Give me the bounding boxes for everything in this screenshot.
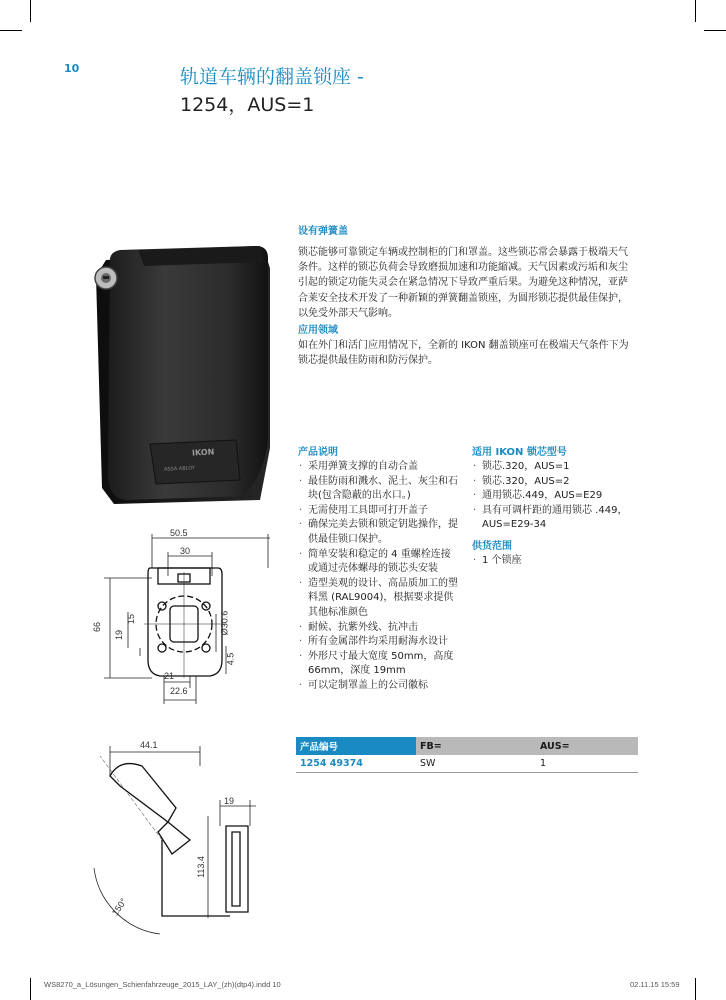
table-header-aus: AUS= [536, 737, 638, 755]
application-heading: 应用领域 [298, 325, 338, 336]
footer-file: WS8270_a_Lösungen_Schienfahrzeuge_2015_LAY_(zh)(dtp4).indd 10 [44, 980, 281, 989]
dim-angle: 150° [109, 896, 129, 918]
delivery-heading: 供货范围 [472, 541, 512, 552]
page-subtitle: 1254，AUS=1 [180, 94, 315, 116]
intro-text: 锁芯能够可靠锁定车辆或控制柜的门和罩盖。这些锁芯常会暴露于极端天气条件。这样的锁芯负荷会导致磨损加速和功能縮减。天气因素或污垢和灰尘引起的锁定功能失灵会在紧急情况下导致严重后果。为避免这种情况，亚萨合莱安全技术开发了一种新颖的弹簧翻盖锁座，为圆形锁芯提供最佳保护，以免受外部天气影响。 [298, 247, 628, 319]
dim-113-4: 113.4 [195, 856, 206, 878]
delivery-list [472, 554, 632, 569]
table-cell-code: 1254 49374 [296, 755, 416, 773]
lock-types-list [472, 460, 632, 533]
list-item: · 确保完美去锁和锁定钥匙操作，提供最佳锁口保护。 [298, 518, 460, 547]
list-item: · 耐候、抗紫外线、抗冲击 [298, 621, 460, 636]
application-text: 如在外门和活门应用情况下，全新的 IKON 翻盖锁座可在极端天气条件下为锁芯提供最佳防雨和防污保护。 [298, 340, 629, 367]
table-cell-aus: 1 [536, 755, 638, 773]
crop-mark [30, 0, 31, 22]
dim-21: 21 [164, 671, 175, 681]
dim-width: 50.5 [170, 528, 188, 538]
crop-mark [30, 978, 31, 1000]
list-item: · 外形尺寸最大宽度 50mm，高度 66mm，深度 19mm [298, 650, 460, 679]
dim-4-5: 4.5 [225, 652, 236, 666]
list-item: · 锁芯.320，AUS=1 [472, 460, 632, 475]
front-dimension-drawing [80, 528, 270, 708]
footer-date: 02.11.15 15:59 [630, 980, 680, 989]
table-row [296, 755, 638, 773]
list-item: · 具有可调杆距的通用锁芯 .449，AUS=E29-34 [472, 504, 632, 533]
dim-19-side: 19 [224, 796, 235, 806]
list-item: · 采用弹簧支撑的自动合盖 [298, 460, 460, 475]
dim-15: 15 [126, 613, 137, 625]
dim-22-6: 22.6 [170, 686, 188, 696]
page-title: 轨道车辆的翻盖锁座 - [180, 66, 364, 88]
crop-mark [695, 978, 696, 1000]
dim-44-1: 44.1 [140, 740, 158, 750]
product-table [296, 737, 638, 773]
crop-mark [695, 0, 696, 22]
dim-height: 66 [92, 621, 103, 633]
list-item: · 1 个锁座 [472, 554, 632, 569]
dim-19: 19 [114, 629, 125, 641]
product-logo: IKON [191, 447, 215, 458]
list-item: · 简单安装和稳定的 4 重螺栓连接或通过壳体螺母的锁芯头安装 [298, 548, 460, 577]
dim-inner-width: 30 [180, 546, 191, 556]
crop-mark [704, 30, 726, 31]
page-number: 10 [64, 62, 80, 75]
list-item: · 锁芯.320，AUS=2 [472, 475, 632, 490]
side-dimension-drawing [80, 736, 260, 936]
product-desc-list [298, 460, 460, 694]
product-desc-heading: 产品说明 [298, 447, 338, 458]
list-item: · 通用锁芯.449，AUS=E29 [472, 489, 632, 504]
product-photo [84, 238, 276, 506]
table-header-fb: FB= [416, 737, 536, 755]
list-item: · 所有金属部件均采用耐海水设计 [298, 635, 460, 650]
crop-mark [0, 30, 22, 31]
table-cell-fb: SW [416, 755, 536, 773]
list-item: · 可以定制罩盖上的公司徽标 [298, 679, 460, 694]
list-item: · 造型美观的设计、高品质加工的塑料黑 (RAL9004)，根据要求提供其他标准颜色 [298, 577, 460, 621]
intro-heading: 设有弹簧盖 [298, 226, 348, 237]
product-logo-sublabel: ASSA ABLOY [163, 465, 196, 473]
lock-types-heading: 适用 IKON 锁芯型号 [472, 447, 567, 458]
table-header-code: 产品编号 [296, 737, 416, 755]
dim-circle: Ø30.6 [219, 610, 230, 636]
list-item: · 最佳防雨和溅水、泥土、灰尘和石块(包含隐蔽的出水口。) [298, 475, 460, 504]
list-item: · 无需使用工具即可打开盖子 [298, 504, 460, 519]
